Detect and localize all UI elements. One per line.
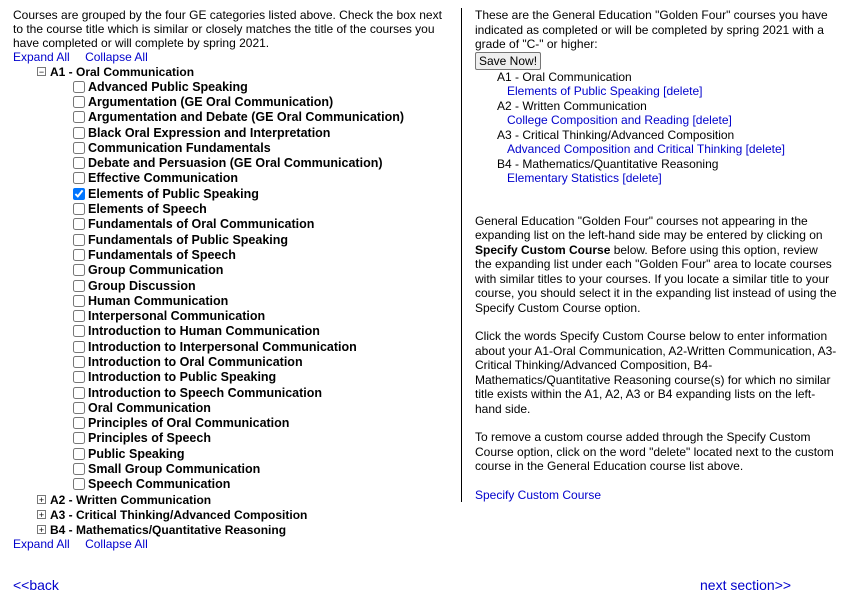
course-option[interactable]: [73, 110, 453, 125]
course-option[interactable]: [73, 79, 453, 94]
course-label: Public Speaking: [88, 446, 185, 461]
course-list-a1: [73, 79, 453, 492]
course-option[interactable]: [73, 446, 453, 461]
info-text-part2: below. Before using this option, review the expanding list under each "Golden Four" area to locate courses with similar titles to your courses. If you locate a similar title to your course, you should select it in the expanding list instead of using the Specify Custom Course option.: [475, 242, 837, 315]
course-checkbox[interactable]: [73, 341, 85, 353]
course-option[interactable]: [73, 431, 453, 446]
selected-course-row: [507, 113, 837, 128]
course-option[interactable]: [73, 293, 453, 308]
course-checkbox[interactable]: [73, 234, 85, 246]
course-checkbox[interactable]: [73, 249, 85, 261]
course-checkbox[interactable]: [73, 280, 85, 292]
course-checkbox[interactable]: [73, 81, 85, 93]
course-option[interactable]: [73, 140, 453, 155]
course-label: Argumentation and Debate (GE Oral Communication): [88, 110, 404, 125]
category-a2[interactable]: [37, 492, 453, 507]
course-label: Fundamentals of Speech: [88, 247, 236, 262]
course-label: Introduction to Speech Communication: [88, 385, 323, 400]
selected-item-a1: [475, 70, 837, 99]
save-now-button[interactable]: Save Now!: [475, 52, 541, 70]
course-label: Fundamentals of Public Speaking: [88, 232, 289, 247]
info-text-part1: General Education "Golden Four" courses not appearing in the expanding list on the left-hand side may be entered by clicking on: [475, 213, 823, 242]
course-label: Group Communication: [88, 263, 224, 278]
delete-link[interactable]: [delete]: [692, 113, 732, 127]
course-checkbox[interactable]: [73, 463, 85, 475]
info-text-bold: Specify Custom Course: [475, 242, 611, 257]
course-label: Elements of Speech: [88, 202, 207, 217]
selected-category: A1 - Oral Communication: [497, 69, 632, 84]
course-checkbox[interactable]: [73, 172, 85, 184]
course-label: Introduction to Interpersonal Communication: [88, 339, 357, 354]
course-checkbox[interactable]: [73, 371, 85, 383]
specify-custom-course-row: [475, 488, 837, 503]
expand-collapse-bottom: [13, 537, 453, 551]
specify-custom-course-link[interactable]: Specify Custom Course: [475, 487, 602, 502]
course-checkbox[interactable]: [73, 448, 85, 460]
course-option[interactable]: [73, 354, 453, 369]
course-label: Group Discussion: [88, 278, 196, 293]
course-checkbox[interactable]: [73, 478, 85, 490]
course-checkbox[interactable]: [73, 96, 85, 108]
selected-course-row: [507, 142, 837, 157]
selected-item-a2: [475, 99, 837, 128]
course-selection-panel: [13, 8, 453, 551]
selected-course-link[interactable]: Elements of Public Speaking: [507, 84, 660, 98]
selected-courses-list: [475, 70, 837, 186]
delete-link[interactable]: [delete]: [622, 171, 662, 185]
next-section-link[interactable]: next section>>: [700, 577, 792, 593]
selected-course-link[interactable]: Elementary Statistics: [507, 171, 620, 185]
expand-toggle-icon[interactable]: +: [38, 495, 45, 506]
course-checkbox[interactable]: [73, 111, 85, 123]
course-checkbox[interactable]: [73, 295, 85, 307]
expand-toggle-icon[interactable]: +: [38, 525, 45, 536]
category-a1[interactable]: [37, 64, 453, 79]
course-option[interactable]: [73, 201, 453, 216]
course-checkbox[interactable]: [73, 188, 85, 200]
selected-intro-text: These are the General Education "Golden Four" courses you have indicated as completed or will be completed by spring 2021 with a grade of "C-" or higher:: [475, 8, 828, 51]
selected-course-row: [507, 84, 837, 99]
custom-course-instructions-paragraph: Click the words Specify Custom Course below to enter information about your A1-Oral Communication, A2-Written Communication, A3-Critical Thinking/Advanced Composition, B4-Mathematics/Quantitative Reasoning course(s) for which no similar title exists within the A1, A2, A3 or B4 expanding lists on the left-hand side.: [475, 329, 837, 416]
course-option[interactable]: [73, 171, 453, 186]
course-label: Speech Communication: [88, 477, 231, 492]
course-label: Introduction to Human Communication: [88, 324, 320, 339]
course-option[interactable]: [73, 125, 453, 140]
category-label: A1 - Oral Communication: [50, 64, 195, 79]
course-option[interactable]: [73, 324, 453, 339]
course-checkbox[interactable]: [73, 264, 85, 276]
course-option[interactable]: [73, 370, 453, 385]
expand-toggle-icon[interactable]: +: [38, 510, 45, 521]
course-option[interactable]: [73, 477, 453, 492]
selected-category: A2 - Written Communication: [497, 98, 647, 113]
collapse-all-link[interactable]: Collapse All: [85, 50, 148, 64]
course-label: Black Oral Expression and Interpretation: [88, 125, 331, 140]
course-option[interactable]: [73, 400, 453, 415]
course-checkbox[interactable]: [73, 142, 85, 154]
course-checkbox[interactable]: [73, 432, 85, 444]
course-label: Effective Communication: [88, 171, 239, 186]
course-option[interactable]: [73, 278, 453, 293]
course-label: Interpersonal Communication: [88, 309, 266, 324]
course-label: Human Communication: [88, 293, 229, 308]
selected-course-link[interactable]: College Composition and Reading: [507, 113, 690, 127]
course-checkbox[interactable]: [73, 203, 85, 215]
instructions-text: Courses are grouped by the four GE categories listed above. Check the box next to the course title which is similar or closely matches the title of the courses you have completed or will complete by spring 2021.: [13, 8, 442, 50]
collapse-all-link[interactable]: Collapse All: [85, 537, 148, 552]
course-option[interactable]: [73, 186, 453, 201]
course-label: Argumentation (GE Oral Communication): [88, 94, 334, 109]
course-option[interactable]: [73, 232, 453, 247]
course-option[interactable]: [73, 385, 453, 400]
course-label: Debate and Persuasion (GE Oral Communication): [88, 156, 383, 171]
back-link[interactable]: <<back: [13, 577, 59, 593]
course-label: Principles of Oral Communication: [88, 416, 290, 431]
course-option[interactable]: [73, 416, 453, 431]
course-checkbox[interactable]: [73, 417, 85, 429]
course-checkbox[interactable]: [73, 325, 85, 337]
course-option[interactable]: [73, 308, 453, 323]
course-label: Advanced Public Speaking: [88, 79, 248, 94]
course-option[interactable]: [73, 263, 453, 278]
delete-link[interactable]: [delete]: [745, 142, 785, 156]
category-label: A2 - Written Communication: [50, 492, 212, 507]
category-label: B4 - Mathematics/Quantitative Reasoning: [50, 522, 287, 537]
course-checkbox[interactable]: [73, 157, 85, 169]
course-label: Principles of Speech: [88, 431, 211, 446]
course-label: Communication Fundamentals: [88, 140, 271, 155]
remove-custom-course-paragraph: To remove a custom course added through the Specify Custom Course option, click on the word "delete" located next to the custom course in the General Education course list above.: [475, 430, 834, 473]
column-divider: [461, 8, 462, 502]
course-option[interactable]: [73, 461, 453, 476]
course-label: Introduction to Oral Communication: [88, 354, 303, 369]
course-option[interactable]: [73, 217, 453, 232]
collapse-toggle-icon[interactable]: −: [38, 67, 45, 77]
selected-category: B4 - Mathematics/Quantitative Reasoning: [497, 156, 719, 171]
course-option[interactable]: [73, 339, 453, 354]
course-checkbox[interactable]: [73, 310, 85, 322]
course-checkbox[interactable]: [73, 402, 85, 414]
course-option[interactable]: [73, 94, 453, 109]
selected-item-b4: [475, 157, 837, 186]
course-checkbox[interactable]: [73, 356, 85, 368]
category-b4[interactable]: [37, 522, 453, 537]
expand-all-link[interactable]: Expand All: [13, 537, 70, 552]
expand-all-link[interactable]: Expand All: [13, 50, 70, 64]
course-label: Oral Communication: [88, 400, 211, 415]
course-label: Fundamentals of Oral Communication: [88, 217, 315, 232]
selected-courses-panel: [475, 8, 837, 502]
category-a3[interactable]: [37, 507, 453, 522]
course-option[interactable]: [73, 155, 453, 170]
course-label: Introduction to Public Speaking: [88, 370, 277, 385]
course-label: Small Group Communication: [88, 462, 261, 477]
selected-category: A3 - Critical Thinking/Advanced Composition: [497, 127, 735, 142]
expand-collapse-top: [13, 50, 453, 64]
category-label: A3 - Critical Thinking/Advanced Composition: [50, 507, 308, 522]
selected-item-a3: [475, 128, 837, 157]
course-option[interactable]: [73, 247, 453, 262]
selected-course-row: [507, 171, 837, 186]
selected-course-link[interactable]: Advanced Composition and Critical Thinking: [507, 142, 743, 156]
custom-course-info-paragraph: [475, 214, 837, 316]
course-checkbox[interactable]: [73, 127, 85, 139]
course-checkbox[interactable]: [73, 387, 85, 399]
delete-link[interactable]: [delete]: [663, 84, 703, 98]
course-label: Elements of Public Speaking: [88, 186, 259, 201]
course-checkbox[interactable]: [73, 218, 85, 230]
